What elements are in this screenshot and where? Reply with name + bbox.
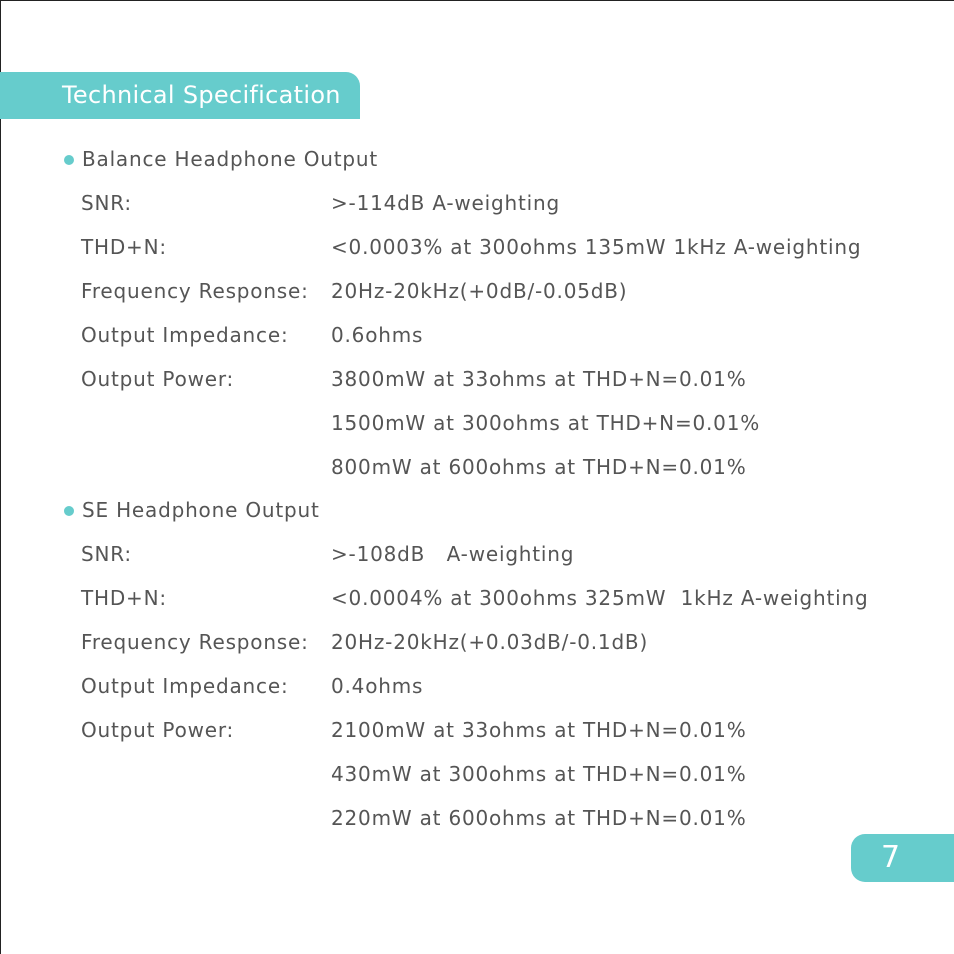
page-number-tab: [851, 834, 954, 882]
spec-value-frequency-response: 20Hz-20kHz(+0dB/-0.05dB): [331, 279, 628, 303]
spec-value-thdn: <0.0003% at 300ohms 135mW 1kHz A-weighting: [331, 235, 862, 259]
page-title: Technical Specification: [62, 81, 341, 109]
spec-label-snr: SNR:: [81, 191, 132, 215]
section-heading-se: SE Headphone Output: [82, 498, 320, 522]
spec-value-frequency-response: 20Hz-20kHz(+0.03dB/-0.1dB): [331, 630, 649, 654]
spec-label-frequency-response: Frequency Response:: [81, 630, 309, 654]
section-bullet-icon: [64, 506, 74, 516]
spec-value-output-power-300: 430mW at 300ohms at THD+N=0.01%: [331, 762, 747, 786]
spec-label-snr: SNR:: [81, 542, 132, 566]
spec-value-snr: >-114dB A-weighting: [331, 191, 560, 215]
spec-value-output-impedance: 0.6ohms: [331, 323, 424, 347]
spec-value-output-impedance: 0.4ohms: [331, 674, 424, 698]
spec-label-output-impedance: Output Impedance:: [81, 674, 289, 698]
spec-label-output-power: Output Power:: [81, 367, 235, 391]
spec-value-output-power-600: 220mW at 600ohms at THD+N=0.01%: [331, 806, 747, 830]
spec-value-thdn: <0.0004% at 300ohms 325mW 1kHz A-weighting: [331, 586, 869, 610]
page-number: 7: [881, 840, 901, 875]
spec-value-output-power-600: 800mW at 600ohms at THD+N=0.01%: [331, 455, 747, 479]
spec-value-output-power-33: 2100mW at 33ohms at THD+N=0.01%: [331, 718, 747, 742]
spec-label-frequency-response: Frequency Response:: [81, 279, 309, 303]
spec-label-thdn: THD+N:: [81, 586, 167, 610]
page-border-left: [0, 0, 1, 954]
spec-label-output-impedance: Output Impedance:: [81, 323, 289, 347]
spec-value-output-power-33: 3800mW at 33ohms at THD+N=0.01%: [331, 367, 747, 391]
spec-value-output-power-300: 1500mW at 300ohms at THD+N=0.01%: [331, 411, 761, 435]
section-heading-balance: Balance Headphone Output: [82, 147, 379, 171]
page-border-top: [0, 0, 954, 1]
section-bullet-icon: [64, 155, 74, 165]
spec-label-thdn: THD+N:: [81, 235, 167, 259]
spec-label-output-power: Output Power:: [81, 718, 235, 742]
spec-value-snr: >-108dB A-weighting: [331, 542, 575, 566]
